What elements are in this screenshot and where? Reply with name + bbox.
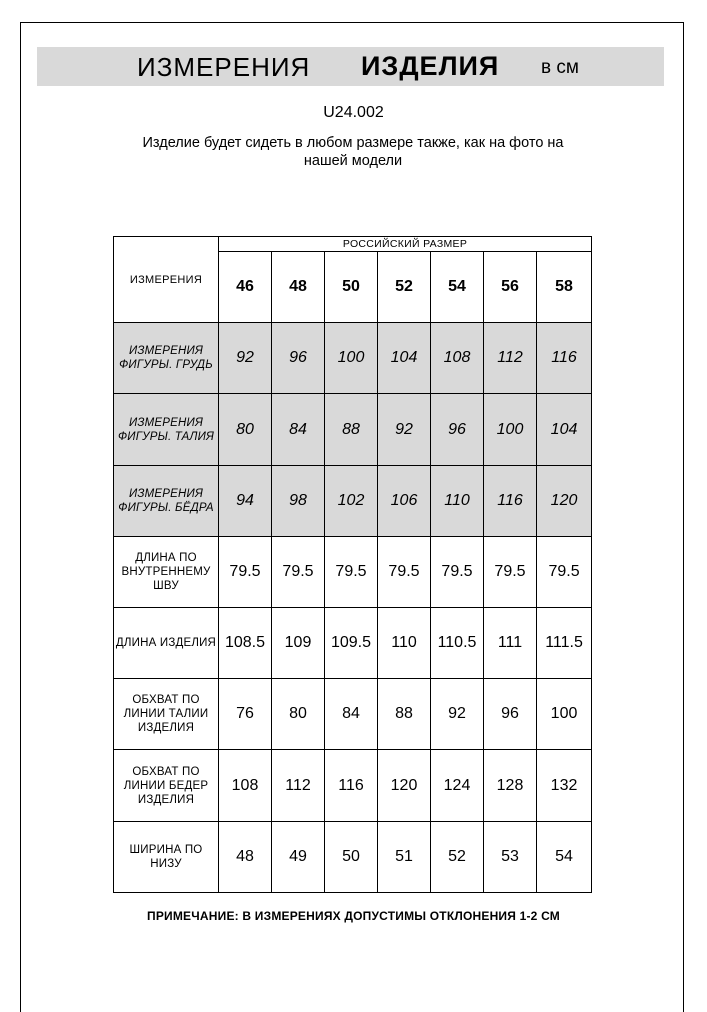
value-cell: 112 — [484, 323, 537, 394]
measurement-row — [114, 821, 592, 892]
value-cell: 80 — [219, 394, 272, 465]
measurement-row — [114, 323, 592, 394]
row-label — [114, 323, 219, 394]
value-cell: 109 — [272, 608, 325, 679]
value-cell: 120 — [378, 750, 431, 821]
row-label-line: ИЗМЕРЕНИЯ — [128, 487, 204, 500]
value-cell: 128 — [484, 750, 537, 821]
row-label-line: ФИГУРЫ. ГРУДЬ — [119, 359, 213, 372]
value-cell: 102 — [325, 465, 378, 536]
title-unit: в см — [541, 57, 579, 78]
row-label-line: ИЗДЕЛИЯ — [137, 722, 195, 735]
size-header-cell: 48 — [272, 252, 325, 323]
value-cell: 116 — [484, 465, 537, 536]
value-cell: 108 — [431, 323, 484, 394]
size-header-cell: 58 — [537, 252, 592, 323]
article-code: U24.002 — [323, 104, 384, 121]
value-cell: 100 — [484, 394, 537, 465]
value-cell: 108 — [219, 750, 272, 821]
row-label-line: ДЛИНА ПО — [135, 551, 197, 564]
value-cell: 79.5 — [325, 536, 378, 607]
size-table — [113, 236, 592, 893]
value-cell: 111.5 — [537, 608, 592, 679]
size-header-cell: 54 — [431, 252, 484, 323]
value-cell: 92 — [431, 679, 484, 750]
row-label-line: ОБХВАТ ПО — [132, 694, 200, 707]
value-cell: 96 — [484, 679, 537, 750]
value-cell: 120 — [537, 465, 592, 536]
value-cell: 79.5 — [484, 536, 537, 607]
value-cell: 53 — [484, 821, 537, 892]
row-label-line: ИЗМЕРЕНИЯ — [128, 416, 204, 429]
value-cell: 108.5 — [219, 608, 272, 679]
value-cell: 104 — [537, 394, 592, 465]
value-cell: 94 — [219, 465, 272, 536]
title-measurements: ИЗМЕРЕНИЯ — [137, 52, 311, 82]
row-label-line: ОБХВАТ ПО — [132, 765, 200, 778]
row-label — [114, 750, 219, 821]
value-cell: 80 — [272, 679, 325, 750]
measurement-row — [114, 536, 592, 607]
row-label — [114, 394, 219, 465]
row-label-line: ИЗДЕЛИЯ — [137, 793, 195, 806]
row-label-line: ШВУ — [153, 579, 179, 592]
value-cell: 79.5 — [272, 536, 325, 607]
fit-note — [103, 134, 603, 170]
row-label-line: ВНУТРЕННЕМУ — [121, 565, 211, 578]
value-cell: 54 — [537, 821, 592, 892]
fit-note-line: Изделие будет сидеть в любом размере также, как на фото на — [142, 135, 564, 151]
value-cell: 96 — [272, 323, 325, 394]
title-banner — [37, 47, 664, 86]
value-cell: 92 — [219, 323, 272, 394]
value-cell: 49 — [272, 821, 325, 892]
value-cell: 79.5 — [537, 536, 592, 607]
value-cell: 104 — [378, 323, 431, 394]
size-header-cell: 56 — [484, 252, 537, 323]
value-cell: 111 — [484, 608, 537, 679]
measurement-row — [114, 465, 592, 536]
row-label-line: ИЗМЕРЕНИЯ — [128, 345, 204, 358]
size-header-cell: 50 — [325, 252, 378, 323]
tolerance-note: ПРИМЕЧАНИЕ: В ИЗМЕРЕНИЯХ ДОПУСТИМЫ ОТКЛОНЕНИЯ 1-2 СМ — [147, 909, 560, 923]
row-label-line: НИЗУ — [150, 857, 182, 870]
value-cell: 88 — [325, 394, 378, 465]
row-label — [114, 465, 219, 536]
value-cell: 124 — [431, 750, 484, 821]
size-header-cell: 46 — [219, 252, 272, 323]
value-cell: 110 — [431, 465, 484, 536]
value-cell: 116 — [325, 750, 378, 821]
measurement-header: ИЗМЕРЕНИЯ — [114, 237, 219, 323]
row-label — [114, 679, 219, 750]
value-cell: 110 — [378, 608, 431, 679]
row-label-line: ДЛИНА ИЗДЕЛИЯ — [115, 637, 217, 650]
value-cell: 50 — [325, 821, 378, 892]
row-label-line: ШИРИНА ПО — [129, 843, 203, 856]
value-cell: 96 — [431, 394, 484, 465]
value-cell: 84 — [272, 394, 325, 465]
row-label-line: ФИГУРЫ. ТАЛИЯ — [117, 430, 215, 443]
value-cell: 132 — [537, 750, 592, 821]
value-cell: 52 — [431, 821, 484, 892]
value-cell: 88 — [378, 679, 431, 750]
value-cell: 79.5 — [219, 536, 272, 607]
value-cell: 79.5 — [431, 536, 484, 607]
title-product: ИЗДЕЛИЯ — [361, 51, 500, 81]
measurement-row — [114, 679, 592, 750]
row-label — [114, 608, 219, 679]
fit-note-line: нашей модели — [303, 153, 403, 169]
measurement-row — [114, 608, 592, 679]
size-group-header: РОССИЙСКИЙ РАЗМЕР — [219, 237, 592, 252]
value-cell: 110.5 — [431, 608, 484, 679]
value-cell: 76 — [219, 679, 272, 750]
value-cell: 100 — [537, 679, 592, 750]
value-cell: 79.5 — [378, 536, 431, 607]
row-label-line: ЛИНИИ ТАЛИИ — [123, 708, 209, 721]
measurement-row — [114, 394, 592, 465]
value-cell: 116 — [537, 323, 592, 394]
value-cell: 106 — [378, 465, 431, 536]
value-cell: 109.5 — [325, 608, 378, 679]
value-cell: 92 — [378, 394, 431, 465]
size-header-cell: 52 — [378, 252, 431, 323]
row-label-line: ФИГУРЫ. БЁДРА — [118, 501, 214, 514]
row-label — [114, 536, 219, 607]
value-cell: 100 — [325, 323, 378, 394]
value-cell: 112 — [272, 750, 325, 821]
value-cell: 98 — [272, 465, 325, 536]
value-cell: 84 — [325, 679, 378, 750]
value-cell: 48 — [219, 821, 272, 892]
value-cell: 51 — [378, 821, 431, 892]
row-label — [114, 821, 219, 892]
row-label-line: ЛИНИИ БЕДЕР — [123, 779, 209, 792]
measurement-row — [114, 750, 592, 821]
size-group-row — [114, 237, 592, 252]
